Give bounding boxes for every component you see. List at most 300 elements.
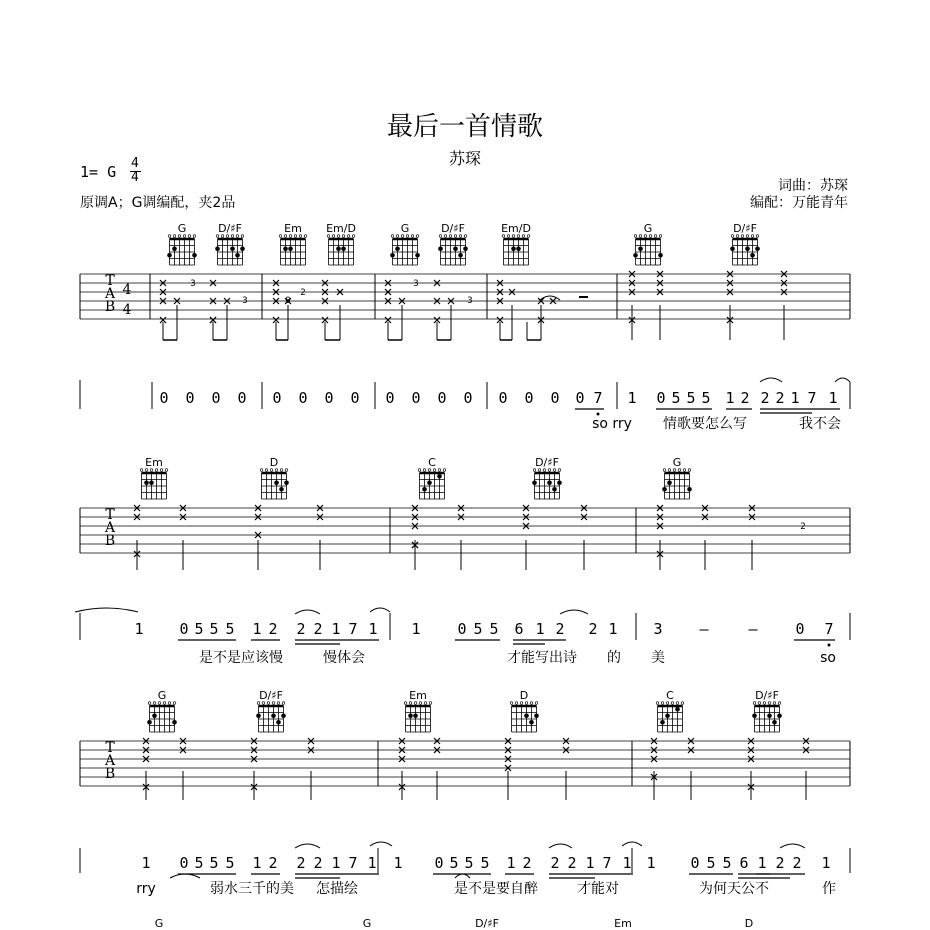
tie-slur xyxy=(295,844,320,848)
numbered-note: 0 xyxy=(411,389,421,407)
open-string-mark xyxy=(543,469,546,472)
open-string-mark xyxy=(634,235,637,238)
numbered-note: 1 xyxy=(134,620,144,638)
open-string-mark xyxy=(285,469,288,472)
bottom-chord-name: G xyxy=(362,917,372,930)
numbered-note: 3 xyxy=(653,620,663,638)
chord-diagram xyxy=(752,689,782,732)
numbered-note: 2 xyxy=(550,854,560,872)
tab-clef-letter: T xyxy=(105,740,115,756)
chord-dot xyxy=(730,247,735,252)
open-string-mark xyxy=(459,235,462,238)
open-string-mark xyxy=(411,235,414,238)
tie-slur xyxy=(295,610,320,614)
chord-name: G xyxy=(177,222,187,235)
tab-clef-letter: A xyxy=(104,520,116,536)
tab-staff xyxy=(80,740,850,786)
numbered-note: 5 xyxy=(480,854,490,872)
open-string-mark xyxy=(535,702,538,705)
open-string-mark xyxy=(183,235,186,238)
chord-name: D xyxy=(269,456,279,469)
open-string-mark xyxy=(163,702,166,705)
bottom-chord-name: D xyxy=(744,917,754,930)
chord-dot xyxy=(453,247,458,252)
chord-diagram xyxy=(510,689,539,732)
open-string-mark xyxy=(262,702,265,705)
tab-clef-letter: A xyxy=(104,286,116,302)
numbered-note: 5 xyxy=(209,620,219,638)
open-string-mark xyxy=(678,469,681,472)
open-string-mark xyxy=(741,235,744,238)
open-string-mark xyxy=(418,469,421,472)
numbered-note: 1 xyxy=(331,854,341,872)
numbered-note: 0 xyxy=(550,389,560,407)
open-string-mark xyxy=(280,469,283,472)
octave-dot xyxy=(828,644,831,647)
open-string-mark xyxy=(272,702,275,705)
numbered-note: 0 xyxy=(656,389,666,407)
open-string-mark xyxy=(661,702,664,705)
chord-dot xyxy=(667,481,672,486)
chord-dot xyxy=(422,487,427,492)
open-string-mark xyxy=(439,235,442,238)
tie-slur xyxy=(780,844,805,848)
chord-name: Em xyxy=(145,456,163,469)
open-string-mark xyxy=(525,702,528,705)
numbered-note: 0 xyxy=(690,854,700,872)
tie-slur xyxy=(622,842,642,846)
open-string-mark xyxy=(681,702,684,705)
chord-diagram xyxy=(390,222,420,265)
open-string-mark xyxy=(409,702,412,705)
numbered-note: 7 xyxy=(348,854,358,872)
open-string-mark xyxy=(423,469,426,472)
time-signature-numerator: 4 xyxy=(131,156,139,171)
open-string-mark xyxy=(188,235,191,238)
numbered-note: 7 xyxy=(807,389,817,407)
chord-dot xyxy=(235,253,240,258)
numbered-note: 0 xyxy=(498,389,508,407)
chord-name: G xyxy=(643,222,653,235)
open-string-mark xyxy=(416,235,419,238)
open-string-mark xyxy=(257,702,260,705)
open-string-mark xyxy=(464,235,467,238)
chord-name: D xyxy=(519,689,529,702)
chord-dot xyxy=(660,720,665,725)
open-string-mark xyxy=(424,702,427,705)
numbered-note: 0 xyxy=(437,389,447,407)
open-string-mark xyxy=(548,469,551,472)
chord-dot xyxy=(458,253,463,258)
open-string-mark xyxy=(140,469,143,472)
chord-diagram xyxy=(404,689,432,732)
numbered-note: 5 xyxy=(722,854,732,872)
tab-clef-letter: B xyxy=(104,766,116,782)
numbered-note: 0 xyxy=(385,389,395,407)
open-string-mark xyxy=(153,702,156,705)
chord-diagram xyxy=(730,222,760,265)
key-signature: 1= G xyxy=(80,163,117,181)
numbered-note: 1 xyxy=(393,854,403,872)
chord-dot xyxy=(215,247,220,252)
open-string-mark xyxy=(304,235,307,238)
tab-clef-letter: B xyxy=(104,299,116,315)
chord-name: D/♯F xyxy=(733,222,757,235)
open-string-mark xyxy=(226,235,229,238)
tab-time-numerator: 4 xyxy=(122,282,132,298)
tab-clef-letter: T xyxy=(105,273,115,289)
numbered-note: 0 xyxy=(463,389,473,407)
numbered-note: 5 xyxy=(194,854,204,872)
chord-name: D/♯F xyxy=(259,689,283,702)
open-string-mark xyxy=(148,702,151,705)
numbered-note: 2 xyxy=(313,854,323,872)
chord-diagram xyxy=(147,689,177,732)
open-string-mark xyxy=(502,235,505,238)
open-string-mark xyxy=(193,235,196,238)
open-string-mark xyxy=(327,235,330,238)
open-string-mark xyxy=(656,702,659,705)
numbered-note: 1 xyxy=(608,620,618,638)
chord-dot xyxy=(438,247,443,252)
open-string-mark xyxy=(538,469,541,472)
chord-name: Em xyxy=(409,689,427,702)
open-string-mark xyxy=(178,235,181,238)
tie-slur xyxy=(760,378,782,382)
chord-dot xyxy=(516,247,521,252)
open-string-mark xyxy=(654,235,657,238)
lyric-text: so rry xyxy=(592,416,632,432)
open-string-mark xyxy=(688,469,691,472)
chord-diagram xyxy=(438,222,468,265)
numbered-note: 0 xyxy=(457,620,467,638)
numbered-note: 0 xyxy=(179,854,189,872)
chord-dot xyxy=(662,487,667,492)
numbered-note: 2 xyxy=(775,389,785,407)
numbered-note: – xyxy=(748,620,758,638)
numbered-note: 1 xyxy=(790,389,800,407)
numbered-note: 0 xyxy=(185,389,195,407)
open-string-mark xyxy=(241,235,244,238)
open-string-mark xyxy=(753,702,756,705)
tab-clef-letter: B xyxy=(104,533,116,549)
open-string-mark xyxy=(676,702,679,705)
numbered-note: 0 xyxy=(179,620,189,638)
chord-dot xyxy=(279,487,284,492)
tab-fret-number: 2 xyxy=(300,288,306,298)
chord-dot xyxy=(256,714,261,719)
chord-dot xyxy=(288,247,293,252)
open-string-mark xyxy=(160,469,163,472)
chord-diagram xyxy=(418,456,446,499)
tie-slur xyxy=(370,842,392,846)
numbered-note: 1 xyxy=(757,854,767,872)
artist-name: 苏琛 xyxy=(448,149,481,168)
numbered-note: 5 xyxy=(706,854,716,872)
open-string-mark xyxy=(173,702,176,705)
numbered-note: 5 xyxy=(489,620,499,638)
open-string-mark xyxy=(347,235,350,238)
chord-diagram xyxy=(256,689,286,732)
original-key-note: 原调A；G调编配，夹2品 xyxy=(80,195,236,211)
chord-dot xyxy=(767,714,772,719)
numbered-note: 7 xyxy=(348,620,358,638)
tab-staff xyxy=(80,507,850,553)
time-signature-denominator: 4 xyxy=(131,170,139,185)
open-string-mark xyxy=(763,702,766,705)
open-string-mark xyxy=(294,235,297,238)
numbered-note: 1 xyxy=(506,854,516,872)
chord-dot xyxy=(274,481,279,486)
chord-dot xyxy=(336,247,341,252)
chord-dot xyxy=(167,253,172,258)
chord-diagram xyxy=(662,456,692,499)
numbered-note: 0 xyxy=(324,389,334,407)
open-string-mark xyxy=(758,702,761,705)
open-string-mark xyxy=(444,235,447,238)
numbered-note: 2 xyxy=(760,389,770,407)
open-string-mark xyxy=(736,235,739,238)
open-string-mark xyxy=(510,702,513,705)
numbered-note: 2 xyxy=(588,620,598,638)
numbered-note: 0 xyxy=(159,389,169,407)
chord-name: D/♯F xyxy=(755,689,779,702)
numbered-note: 1 xyxy=(331,620,341,638)
open-string-mark xyxy=(391,235,394,238)
numbered-note: 1 xyxy=(627,389,637,407)
open-string-mark xyxy=(352,235,355,238)
numbered-note: 0 xyxy=(298,389,308,407)
chord-dot xyxy=(755,247,760,252)
chord-dot xyxy=(752,714,757,719)
open-string-mark xyxy=(666,702,669,705)
numbered-note: 5 xyxy=(449,854,459,872)
numbered-note: 2 xyxy=(567,854,577,872)
open-string-mark xyxy=(644,235,647,238)
numbered-note: 5 xyxy=(209,854,219,872)
open-string-mark xyxy=(454,235,457,238)
chord-dot xyxy=(534,714,539,719)
chord-dot xyxy=(638,247,643,252)
chord-dot xyxy=(777,714,782,719)
tie-slur xyxy=(549,844,572,848)
open-string-mark xyxy=(158,702,161,705)
chord-name: C xyxy=(428,456,436,469)
open-string-mark xyxy=(517,235,520,238)
numbered-note: 0 xyxy=(575,389,585,407)
numbered-note: 2 xyxy=(792,854,802,872)
open-string-mark xyxy=(558,469,561,472)
open-string-mark xyxy=(683,469,686,472)
tab-fret-number: 3 xyxy=(467,296,473,306)
chord-dot xyxy=(390,253,395,258)
numbered-note: 7 xyxy=(824,620,834,638)
chord-dot xyxy=(437,474,442,479)
open-string-mark xyxy=(221,235,224,238)
numbered-note: 2 xyxy=(775,854,785,872)
chord-dot xyxy=(415,253,420,258)
open-string-mark xyxy=(515,702,518,705)
open-string-mark xyxy=(663,469,666,472)
open-string-mark xyxy=(429,702,432,705)
numbered-note: 1 xyxy=(141,854,151,872)
open-string-mark xyxy=(507,235,510,238)
open-string-mark xyxy=(668,469,671,472)
open-string-mark xyxy=(231,235,234,238)
open-string-mark xyxy=(216,235,219,238)
open-string-mark xyxy=(406,235,409,238)
open-string-mark xyxy=(731,235,734,238)
chord-dot xyxy=(552,487,557,492)
open-string-mark xyxy=(433,469,436,472)
chord-name: Em/D xyxy=(326,222,356,235)
open-string-mark xyxy=(756,235,759,238)
open-string-mark xyxy=(332,235,335,238)
chord-dot xyxy=(658,253,663,258)
open-string-mark xyxy=(649,235,652,238)
numbered-note: 0 xyxy=(795,620,805,638)
numbered-note: 5 xyxy=(225,854,235,872)
lyricist-composer: 词曲：苏琛 xyxy=(778,178,848,194)
open-string-mark xyxy=(533,469,536,472)
tab-fret-number: 3 xyxy=(242,296,248,306)
open-string-mark xyxy=(337,235,340,238)
numbered-note: 2 xyxy=(268,620,278,638)
chord-dot xyxy=(408,714,413,719)
open-string-mark xyxy=(530,702,533,705)
lyric-text: 美 xyxy=(651,650,665,666)
open-string-mark xyxy=(671,702,674,705)
open-string-mark xyxy=(639,235,642,238)
chord-dot xyxy=(750,253,755,258)
chord-dot xyxy=(547,481,552,486)
chord-dot xyxy=(149,481,154,486)
open-string-mark xyxy=(659,235,662,238)
numbered-note: 1 xyxy=(646,854,656,872)
open-string-mark xyxy=(260,469,263,472)
open-string-mark xyxy=(277,702,280,705)
open-string-mark xyxy=(282,702,285,705)
lyric-text: 慢体会 xyxy=(323,650,365,666)
numbered-note: 2 xyxy=(296,620,306,638)
numbered-note: – xyxy=(699,620,709,638)
chord-diagram xyxy=(279,222,307,265)
chord-diagram xyxy=(633,222,663,265)
numbered-note: 0 xyxy=(237,389,247,407)
numbered-note: 2 xyxy=(740,389,750,407)
chord-dot xyxy=(283,247,288,252)
open-string-mark xyxy=(265,469,268,472)
chord-name: G xyxy=(157,689,167,702)
chord-dot xyxy=(772,720,777,725)
chord-dot xyxy=(284,481,289,486)
tab-clef-letter: T xyxy=(105,507,115,523)
open-string-mark xyxy=(438,469,441,472)
chord-diagram xyxy=(215,222,245,265)
open-string-mark xyxy=(173,235,176,238)
lyric-text: 弱水三千的美 xyxy=(210,881,294,897)
open-string-mark xyxy=(150,469,153,472)
numbered-note: 5 xyxy=(194,620,204,638)
open-string-mark xyxy=(428,469,431,472)
numbered-note: 0 xyxy=(211,389,221,407)
open-string-mark xyxy=(673,469,676,472)
numbered-note: 1 xyxy=(622,854,632,872)
numbered-note: 2 xyxy=(296,854,306,872)
numbered-note: 1 xyxy=(411,620,421,638)
chord-diagram xyxy=(532,456,562,499)
numbered-note: 1 xyxy=(535,620,545,638)
chord-dot xyxy=(687,487,692,492)
chord-dot xyxy=(633,253,638,258)
chord-dot xyxy=(532,481,537,486)
chord-dot xyxy=(529,720,534,725)
numbered-note: 0 xyxy=(434,854,444,872)
open-string-mark xyxy=(155,469,158,472)
open-string-mark xyxy=(275,469,278,472)
lyric-text: 怎描绘 xyxy=(316,881,358,897)
tab-clef-letter: A xyxy=(104,753,116,769)
chord-dot xyxy=(172,720,177,725)
tie-slur xyxy=(835,378,850,382)
open-string-mark xyxy=(449,235,452,238)
chord-name: D/♯F xyxy=(218,222,242,235)
chord-dot xyxy=(230,247,235,252)
chord-dot xyxy=(240,247,245,252)
lyric-text: so xyxy=(820,650,836,666)
numbered-note: 2 xyxy=(313,620,323,638)
chord-name: C xyxy=(666,689,674,702)
numbered-note: 7 xyxy=(593,389,603,407)
open-string-mark xyxy=(396,235,399,238)
open-string-mark xyxy=(520,702,523,705)
numbered-note: 5 xyxy=(686,389,696,407)
open-string-mark xyxy=(289,235,292,238)
numbered-note: 1 xyxy=(585,854,595,872)
open-string-mark xyxy=(165,469,168,472)
lyric-text: 为何天公不 xyxy=(699,881,769,897)
open-string-mark xyxy=(401,235,404,238)
open-string-mark xyxy=(284,235,287,238)
open-string-mark xyxy=(404,702,407,705)
numbered-note: 6 xyxy=(739,854,749,872)
open-string-mark xyxy=(419,702,422,705)
chord-diagram xyxy=(167,222,197,265)
lyric-text: 是不是要自醉 xyxy=(454,881,538,897)
tab-fret-number: 2 xyxy=(800,522,806,532)
open-string-mark xyxy=(342,235,345,238)
lyric-text: 才能写出诗 xyxy=(507,650,577,666)
chord-dot xyxy=(665,714,670,719)
numbered-note: 0 xyxy=(272,389,282,407)
bottom-chord-name: G xyxy=(154,917,164,930)
chord-name: G xyxy=(400,222,410,235)
tie-slur xyxy=(75,608,138,612)
open-string-mark xyxy=(145,469,148,472)
numbered-note: 2 xyxy=(268,854,278,872)
chord-dot xyxy=(172,247,177,252)
open-string-mark xyxy=(168,702,171,705)
open-string-mark xyxy=(414,702,417,705)
numbered-note: 1 xyxy=(252,854,262,872)
chord-dot xyxy=(427,481,432,486)
chord-dot xyxy=(147,720,152,725)
chord-dot xyxy=(281,714,286,719)
lyric-text: 作 xyxy=(822,881,836,897)
numbered-note: 0 xyxy=(524,389,534,407)
numbered-note: 5 xyxy=(701,389,711,407)
open-string-mark xyxy=(553,469,556,472)
